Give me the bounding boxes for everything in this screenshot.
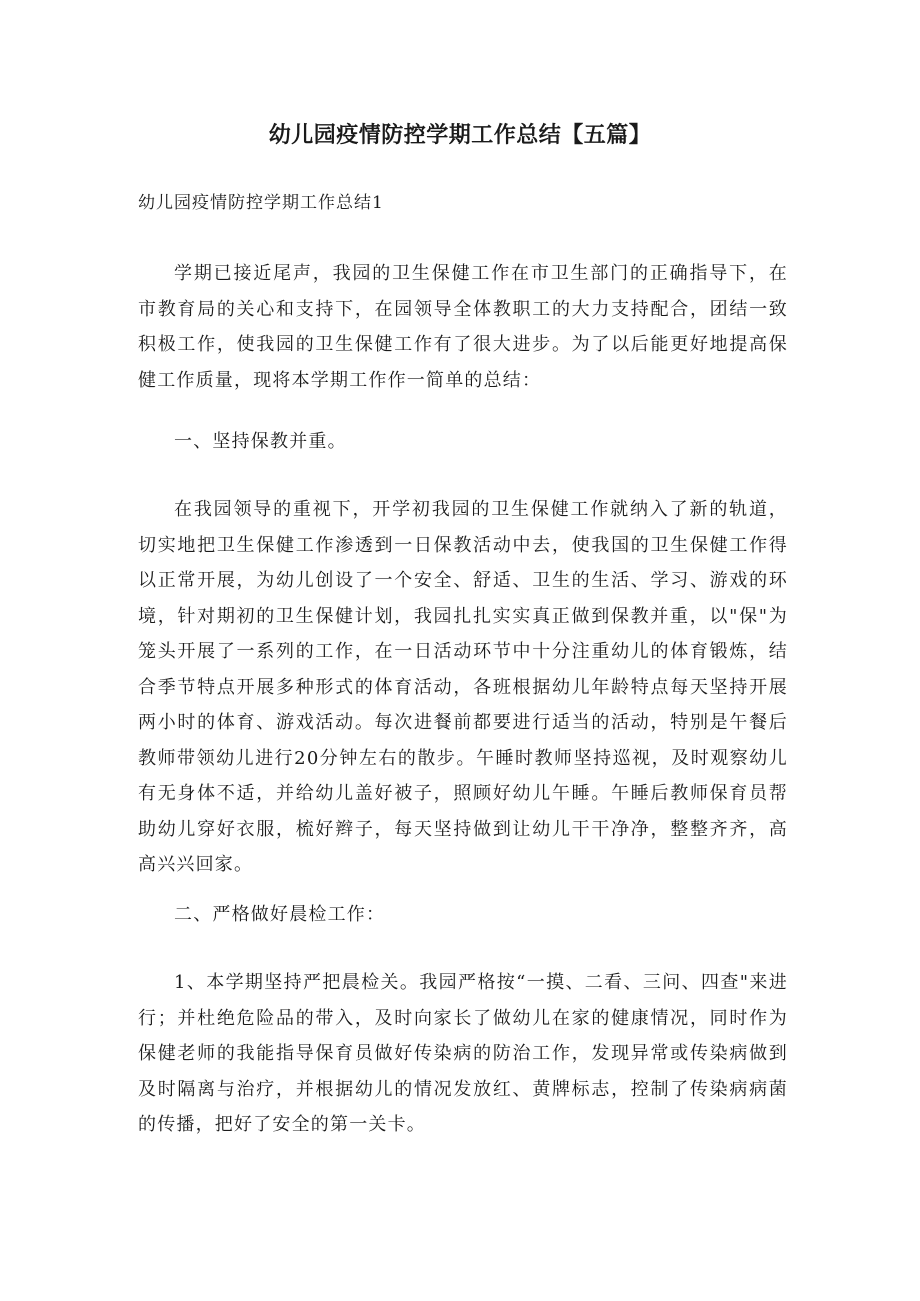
paragraph-intro: 学期已接近尾声，我园的卫生保健工作在市卫生部门的正确指导下，在市教育局的关心和支持下，在园领导全体教职工的大力支持配合，团结一致积极工作，使我园的卫生保健工作有了很大进步。为了以后能更好地提高保健工作质量，现将本学期工作作一简单的总结： [138,263,788,391]
section-subtitle: 幼儿园疫情防控学期工作总结1 [138,193,384,213]
paragraph-morning-check: 1、本学期坚持严把晨检关。我园严格按“一摸、二看、三问、四查"来进行；并杜绝危险品的带入，及时向家长了做幼儿在家的健康情况，同时作为保健老师的我能指导保育员做好传染病的防治工作，发现异常或传染病做到及时隔离与治疗，并根据幼儿的情况发放红、黄牌标志，控制了传染病病菌的传播，把好了安全的第一关卡。 [138,972,788,1135]
paragraph-care-education: 在我园领导的重视下，开学初我园的卫生保健工作就纳入了新的轨道，切实地把卫生保健工作渗透到一日保教活动中去，使我国的卫生保健工作得以正常开展，为幼儿创设了一个安全、舒适、卫生的生活、学习、游戏的环境，针对期初的卫生保健计划，我园扎扎实实真正做到保教并重，以"保"为笼头开展了一系列的工作，在一日活动环节中十分注重幼儿的体育锻炼，结合季节特点开展多种形式的体育活动，各班根据幼儿年龄特点每天坚持开展两小时的体育、游戏活动。每次进餐前都要进行适当的活动，特别是午餐后教师带领幼儿进行20分钟左右的散步。午睡时教师坚持巡视，及时观察幼儿有无身体不适，并给幼儿盖好被子，照顾好幼儿午睡。午睡后教师保育员帮助幼儿穿好衣服，梳好辫子，每天坚持做到让幼儿干干净净，整整齐齐，高高兴兴回家。 [138,499,788,875]
document-title: 幼儿园疫情防控学期工作总结【五篇】 [268,123,652,148]
section-heading-1: 一、坚持保教并重。 [174,431,347,452]
section-heading-2: 二、严格做好晨检工作： [174,904,386,925]
